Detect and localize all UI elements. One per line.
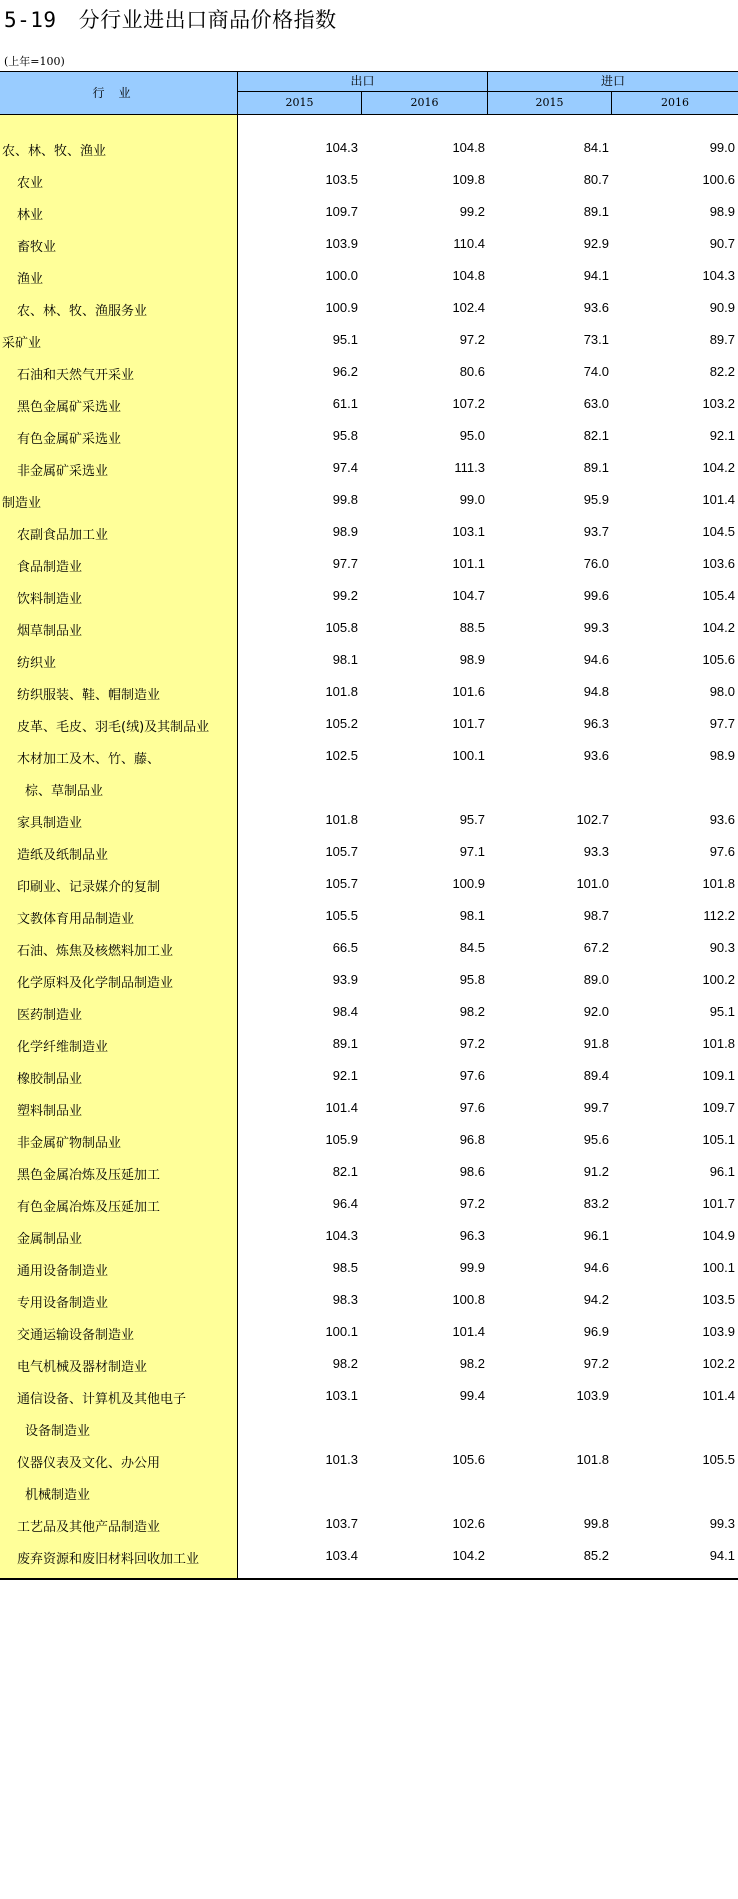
table-row bbox=[0, 998, 738, 1030]
import-2015-value: 85.2 bbox=[583, 1548, 609, 1563]
row-label: 石油和天然气开采业 bbox=[17, 368, 135, 383]
import-2015-value: 96.1 bbox=[583, 1228, 609, 1243]
export-2015-value: 98.4 bbox=[332, 1004, 358, 1019]
table-rows bbox=[0, 134, 738, 1574]
export-2016-value: 84.5 bbox=[459, 940, 485, 955]
export-2016-value: 100.9 bbox=[452, 876, 485, 891]
table-row bbox=[0, 1094, 738, 1126]
import-2016-value: 109.7 bbox=[702, 1100, 735, 1115]
import-2015-value: 94.6 bbox=[583, 1260, 609, 1275]
row-label: 专用设备制造业 bbox=[17, 1296, 109, 1311]
export-2015-value: 61.1 bbox=[332, 396, 358, 411]
header-import-year-2016: 2016 bbox=[661, 96, 689, 109]
import-2016-value: 105.5 bbox=[702, 1452, 735, 1467]
export-2015-value: 98.5 bbox=[332, 1260, 358, 1275]
import-2015-value: 97.2 bbox=[583, 1356, 609, 1371]
export-2015-value: 103.9 bbox=[325, 236, 358, 251]
export-2016-value: 100.8 bbox=[452, 1292, 485, 1307]
export-2015-value: 97.7 bbox=[332, 556, 358, 571]
row-label: 农、林、牧、渔业 bbox=[2, 144, 107, 159]
table-row bbox=[0, 934, 738, 966]
unit-note: (上年=100) bbox=[4, 55, 65, 68]
table-row bbox=[0, 582, 738, 614]
table-row bbox=[0, 614, 738, 646]
export-2015-value: 96.4 bbox=[332, 1196, 358, 1211]
export-2016-value: 95.0 bbox=[459, 428, 485, 443]
export-2016-value: 88.5 bbox=[459, 620, 485, 635]
header-export: 出口 bbox=[238, 72, 488, 92]
export-2015-value: 98.9 bbox=[332, 524, 358, 539]
import-2016-value: 105.4 bbox=[702, 588, 735, 603]
import-2016-value: 98.0 bbox=[709, 684, 735, 699]
export-2016-value: 98.2 bbox=[459, 1356, 485, 1371]
export-2015-value: 100.1 bbox=[325, 1324, 358, 1339]
row-label: 木材加工及木、竹、藤、 bbox=[17, 752, 161, 767]
import-2015-value: 102.7 bbox=[576, 812, 609, 827]
table-row bbox=[0, 902, 738, 934]
row-label: 工艺品及其他产品制造业 bbox=[17, 1520, 161, 1535]
export-2015-value: 104.3 bbox=[325, 140, 358, 155]
row-label: 纺织业 bbox=[17, 656, 57, 671]
row-label: 黑色金属矿采选业 bbox=[17, 400, 122, 415]
row-label: 饮料制造业 bbox=[17, 592, 83, 607]
import-2016-value: 101.7 bbox=[702, 1196, 735, 1211]
import-2016-value: 105.1 bbox=[702, 1132, 735, 1147]
export-2015-value: 99.8 bbox=[332, 492, 358, 507]
row-label: 造纸及纸制品业 bbox=[17, 848, 109, 863]
export-2016-value: 102.6 bbox=[452, 1516, 485, 1531]
export-2015-value: 103.7 bbox=[325, 1516, 358, 1531]
row-label: 制造业 bbox=[2, 496, 42, 511]
import-2015-value: 95.9 bbox=[583, 492, 609, 507]
row-label: 林业 bbox=[17, 208, 44, 223]
import-2016-value: 90.7 bbox=[709, 236, 735, 251]
row-label: 家具制造业 bbox=[17, 816, 83, 831]
import-2016-value: 98.9 bbox=[709, 204, 735, 219]
header-import: 进口 bbox=[488, 72, 738, 92]
export-2016-value: 97.6 bbox=[459, 1068, 485, 1083]
export-2016-value: 104.2 bbox=[452, 1548, 485, 1563]
import-2015-value: 83.2 bbox=[583, 1196, 609, 1211]
table-row bbox=[0, 646, 738, 678]
export-2015-value: 101.3 bbox=[325, 1452, 358, 1467]
table-row bbox=[0, 678, 738, 710]
table-row bbox=[0, 1286, 738, 1318]
export-2016-value: 98.1 bbox=[459, 908, 485, 923]
export-2016-value: 96.3 bbox=[459, 1228, 485, 1243]
import-2016-value: 103.6 bbox=[702, 556, 735, 571]
import-2015-value: 93.7 bbox=[583, 524, 609, 539]
import-2015-value: 96.9 bbox=[583, 1324, 609, 1339]
export-2015-value: 105.2 bbox=[325, 716, 358, 731]
row-label: 通用设备制造业 bbox=[17, 1264, 109, 1279]
row-label: 渔业 bbox=[17, 272, 44, 287]
table-row bbox=[0, 1158, 738, 1190]
export-2015-value: 95.1 bbox=[332, 332, 358, 347]
import-2015-value: 89.1 bbox=[583, 460, 609, 475]
export-2016-value: 101.6 bbox=[452, 684, 485, 699]
table-row bbox=[0, 1542, 738, 1574]
import-2015-value: 94.8 bbox=[583, 684, 609, 699]
export-2016-value: 97.2 bbox=[459, 1036, 485, 1051]
import-2016-value: 105.6 bbox=[702, 652, 735, 667]
import-2016-value: 104.3 bbox=[702, 268, 735, 283]
table-row bbox=[0, 1254, 738, 1286]
row-label: 采矿业 bbox=[2, 336, 42, 351]
table-row bbox=[0, 1126, 738, 1158]
row-label: 畜牧业 bbox=[17, 240, 57, 255]
import-2015-value: 101.0 bbox=[576, 876, 609, 891]
import-2015-value: 94.2 bbox=[583, 1292, 609, 1307]
export-2016-value: 99.0 bbox=[459, 492, 485, 507]
import-2016-value: 98.9 bbox=[709, 748, 735, 763]
row-label: 交通运输设备制造业 bbox=[17, 1328, 135, 1343]
export-2015-value: 104.3 bbox=[325, 1228, 358, 1243]
import-2016-value: 93.6 bbox=[709, 812, 735, 827]
import-2015-value: 94.1 bbox=[583, 268, 609, 283]
import-2015-value: 91.8 bbox=[583, 1036, 609, 1051]
import-2015-value: 89.1 bbox=[583, 204, 609, 219]
export-2015-value: 82.1 bbox=[332, 1164, 358, 1179]
import-2015-value: 92.0 bbox=[583, 1004, 609, 1019]
row-label: 设备制造业 bbox=[25, 1424, 91, 1439]
row-label: 塑料制品业 bbox=[17, 1104, 83, 1119]
export-2015-value: 99.2 bbox=[332, 588, 358, 603]
export-2015-value: 105.9 bbox=[325, 1132, 358, 1147]
export-2016-value: 97.6 bbox=[459, 1100, 485, 1115]
table-row bbox=[0, 326, 738, 358]
import-2015-value: 67.2 bbox=[583, 940, 609, 955]
table-row bbox=[0, 838, 738, 870]
import-2016-value: 99.0 bbox=[709, 140, 735, 155]
import-2015-value: 99.7 bbox=[583, 1100, 609, 1115]
table-row bbox=[0, 518, 738, 550]
header-industry: 行业 bbox=[0, 72, 238, 114]
export-2016-value: 99.4 bbox=[459, 1388, 485, 1403]
import-2015-value: 89.4 bbox=[583, 1068, 609, 1083]
export-2016-value: 107.2 bbox=[452, 396, 485, 411]
export-2016-value: 99.2 bbox=[459, 204, 485, 219]
export-2016-value: 101.1 bbox=[452, 556, 485, 571]
import-2015-value: 93.6 bbox=[583, 300, 609, 315]
header-export-year-2015: 2015 bbox=[238, 92, 362, 114]
import-2016-value: 94.1 bbox=[709, 1548, 735, 1563]
export-2016-value: 95.7 bbox=[459, 812, 485, 827]
export-2015-value: 66.5 bbox=[332, 940, 358, 955]
import-2015-value: 93.3 bbox=[583, 844, 609, 859]
row-label: 烟草制品业 bbox=[17, 624, 83, 639]
export-2015-value: 92.1 bbox=[332, 1068, 358, 1083]
table-row bbox=[0, 166, 738, 198]
row-label: 文教体育用品制造业 bbox=[17, 912, 135, 927]
row-label: 橡胶制品业 bbox=[17, 1072, 83, 1087]
table-body bbox=[0, 115, 738, 1580]
row-label: 皮革、毛皮、羽毛(绒)及其制品业 bbox=[17, 720, 210, 735]
row-label: 有色金属冶炼及压延加工 bbox=[17, 1200, 161, 1215]
row-label: 印刷业、记录媒介的复制 bbox=[17, 880, 161, 895]
export-2015-value: 103.5 bbox=[325, 172, 358, 187]
import-2016-value: 103.2 bbox=[702, 396, 735, 411]
export-2015-value: 101.4 bbox=[325, 1100, 358, 1115]
import-2016-value: 104.5 bbox=[702, 524, 735, 539]
import-2016-value: 104.9 bbox=[702, 1228, 735, 1243]
row-label: 有色金属矿采选业 bbox=[17, 432, 122, 447]
export-2015-value: 93.9 bbox=[332, 972, 358, 987]
table-row bbox=[0, 262, 738, 294]
export-2015-value: 98.2 bbox=[332, 1356, 358, 1371]
row-label: 通信设备、计算机及其他电子 bbox=[17, 1392, 187, 1407]
import-2016-value: 101.4 bbox=[702, 492, 735, 507]
export-2016-value: 109.8 bbox=[452, 172, 485, 187]
row-label: 医药制造业 bbox=[17, 1008, 83, 1023]
table-row bbox=[0, 454, 738, 486]
import-2015-value: 76.0 bbox=[583, 556, 609, 571]
import-2015-value: 73.1 bbox=[583, 332, 609, 347]
export-2015-value: 100.9 bbox=[325, 300, 358, 315]
import-2016-value: 112.2 bbox=[703, 908, 735, 923]
row-label: 电气机械及器材制造业 bbox=[17, 1360, 148, 1375]
table-row bbox=[0, 550, 738, 582]
import-2016-value: 82.2 bbox=[709, 364, 735, 379]
table-row bbox=[0, 294, 738, 326]
export-2016-value: 98.9 bbox=[459, 652, 485, 667]
import-2015-value: 99.8 bbox=[583, 1516, 609, 1531]
table-title: 分行业进出口商品价格指数 bbox=[78, 8, 337, 32]
export-2015-value: 98.3 bbox=[332, 1292, 358, 1307]
export-2016-value: 110.4 bbox=[453, 236, 485, 251]
import-2015-value: 99.3 bbox=[583, 620, 609, 635]
table-row bbox=[0, 1510, 738, 1542]
import-2016-value: 100.1 bbox=[702, 1260, 735, 1275]
import-2016-value: 97.6 bbox=[709, 844, 735, 859]
export-2016-value: 104.7 bbox=[452, 588, 485, 603]
export-2015-value: 100.0 bbox=[325, 268, 358, 283]
table-row bbox=[0, 1446, 738, 1478]
header-export-year-2016: 2016 bbox=[362, 92, 488, 114]
table-number: 5-19 bbox=[4, 8, 57, 32]
row-label: 黑色金属冶炼及压延加工 bbox=[17, 1168, 161, 1183]
export-2016-value: 98.6 bbox=[459, 1164, 485, 1179]
export-2016-value: 98.2 bbox=[459, 1004, 485, 1019]
import-2016-value: 101.8 bbox=[702, 1036, 735, 1051]
import-2015-value: 96.3 bbox=[583, 716, 609, 731]
page-title bbox=[4, 6, 337, 34]
table-row bbox=[0, 1318, 738, 1350]
import-2015-value: 92.9 bbox=[583, 236, 609, 251]
export-2016-value: 97.2 bbox=[459, 1196, 485, 1211]
table-row bbox=[0, 1414, 738, 1446]
export-2015-value: 105.7 bbox=[325, 844, 358, 859]
row-label: 废弃资源和废旧材料回收加工业 bbox=[17, 1552, 200, 1567]
import-2015-value: 91.2 bbox=[583, 1164, 609, 1179]
import-2016-value: 90.9 bbox=[709, 300, 735, 315]
table-row bbox=[0, 390, 738, 422]
table-row bbox=[0, 230, 738, 262]
import-2015-value: 99.6 bbox=[583, 588, 609, 603]
import-2016-value: 89.7 bbox=[709, 332, 735, 347]
table-row bbox=[0, 742, 738, 774]
import-2016-value: 109.1 bbox=[702, 1068, 735, 1083]
table-row bbox=[0, 1350, 738, 1382]
import-2016-value: 92.1 bbox=[709, 428, 735, 443]
table-row bbox=[0, 1062, 738, 1094]
export-2015-value: 89.1 bbox=[332, 1036, 358, 1051]
export-2015-value: 105.5 bbox=[325, 908, 358, 923]
export-2015-value: 103.1 bbox=[325, 1388, 358, 1403]
export-2016-value: 101.4 bbox=[452, 1324, 485, 1339]
row-label: 棕、草制品业 bbox=[25, 784, 104, 799]
table-row bbox=[0, 1222, 738, 1254]
export-2015-value: 95.8 bbox=[332, 428, 358, 443]
row-label: 金属制品业 bbox=[17, 1232, 83, 1247]
export-2015-value: 96.2 bbox=[332, 364, 358, 379]
price-index-table bbox=[0, 71, 738, 1580]
table-row bbox=[0, 1382, 738, 1414]
export-2015-value: 101.8 bbox=[325, 812, 358, 827]
table-header bbox=[0, 71, 738, 115]
export-2016-value: 104.8 bbox=[452, 268, 485, 283]
import-2015-value: 80.7 bbox=[583, 172, 609, 187]
export-2016-value: 96.8 bbox=[459, 1132, 485, 1147]
export-2016-value: 100.1 bbox=[452, 748, 485, 763]
export-2016-value: 99.9 bbox=[459, 1260, 485, 1275]
table-row bbox=[0, 422, 738, 454]
import-2015-value: 94.6 bbox=[583, 652, 609, 667]
import-2015-value: 63.0 bbox=[583, 396, 609, 411]
export-2016-value: 97.1 bbox=[459, 844, 485, 859]
row-label: 化学纤维制造业 bbox=[17, 1040, 109, 1055]
import-2016-value: 103.9 bbox=[702, 1324, 735, 1339]
import-2016-value: 104.2 bbox=[702, 620, 735, 635]
table-row bbox=[0, 710, 738, 742]
table-row bbox=[0, 358, 738, 390]
export-2015-value: 98.1 bbox=[332, 652, 358, 667]
import-2016-value: 90.3 bbox=[709, 940, 735, 955]
import-2015-value: 89.0 bbox=[583, 972, 609, 987]
import-2015-value: 103.9 bbox=[576, 1388, 609, 1403]
export-2016-value: 105.6 bbox=[452, 1452, 485, 1467]
export-2015-value: 105.8 bbox=[325, 620, 358, 635]
table-row bbox=[0, 1478, 738, 1510]
export-2015-value: 105.7 bbox=[325, 876, 358, 891]
export-2016-value: 111.3 bbox=[454, 460, 485, 475]
table-row bbox=[0, 486, 738, 518]
row-label: 农、林、牧、渔服务业 bbox=[17, 304, 148, 319]
table-row bbox=[0, 806, 738, 838]
import-2016-value: 104.2 bbox=[702, 460, 735, 475]
export-2016-value: 97.2 bbox=[459, 332, 485, 347]
export-2015-value: 103.4 bbox=[325, 1548, 358, 1563]
row-label: 机械制造业 bbox=[25, 1488, 91, 1503]
import-2015-value: 101.8 bbox=[576, 1452, 609, 1467]
row-label: 化学原料及化学制品制造业 bbox=[17, 976, 174, 991]
row-label: 农业 bbox=[17, 176, 44, 191]
import-2016-value: 103.5 bbox=[702, 1292, 735, 1307]
table-row bbox=[0, 1030, 738, 1062]
import-2015-value: 84.1 bbox=[583, 140, 609, 155]
row-label: 食品制造业 bbox=[17, 560, 83, 575]
import-2015-value: 82.1 bbox=[583, 428, 609, 443]
import-2016-value: 96.1 bbox=[709, 1164, 735, 1179]
export-2015-value: 101.8 bbox=[325, 684, 358, 699]
row-label: 仪器仪表及文化、办公用 bbox=[17, 1456, 161, 1471]
import-2016-value: 99.3 bbox=[709, 1516, 735, 1531]
table-row bbox=[0, 966, 738, 998]
import-2016-value: 97.7 bbox=[709, 716, 735, 731]
import-2016-value: 101.8 bbox=[702, 876, 735, 891]
export-2015-value: 97.4 bbox=[332, 460, 358, 475]
export-2015-value: 102.5 bbox=[325, 748, 358, 763]
import-2016-value: 95.1 bbox=[709, 1004, 735, 1019]
import-2015-value: 98.7 bbox=[583, 908, 609, 923]
export-2016-value: 80.6 bbox=[459, 364, 485, 379]
table-row bbox=[0, 1190, 738, 1222]
row-label: 非金属矿物制品业 bbox=[17, 1136, 122, 1151]
import-2016-value: 100.6 bbox=[702, 172, 735, 187]
export-2016-value: 102.4 bbox=[452, 300, 485, 315]
import-2015-value: 95.6 bbox=[583, 1132, 609, 1147]
table-row bbox=[0, 870, 738, 902]
export-2015-value: 109.7 bbox=[325, 204, 358, 219]
export-2016-value: 95.8 bbox=[459, 972, 485, 987]
row-label: 石油、炼焦及核燃料加工业 bbox=[17, 944, 174, 959]
header-import-year-2015: 2015 bbox=[488, 92, 612, 114]
table-row bbox=[0, 774, 738, 806]
table-row bbox=[0, 134, 738, 166]
table-row bbox=[0, 198, 738, 230]
export-2016-value: 103.1 bbox=[452, 524, 485, 539]
row-label: 农副食品加工业 bbox=[17, 528, 109, 543]
import-2016-value: 100.2 bbox=[702, 972, 735, 987]
row-label: 非金属矿采选业 bbox=[17, 464, 109, 479]
import-2016-value: 102.2 bbox=[702, 1356, 735, 1371]
export-2016-value: 104.8 bbox=[452, 140, 485, 155]
import-2015-value: 74.0 bbox=[583, 364, 609, 379]
import-2016-value: 101.4 bbox=[702, 1388, 735, 1403]
import-2015-value: 93.6 bbox=[583, 748, 609, 763]
export-2016-value: 101.7 bbox=[452, 716, 485, 731]
row-label: 纺织服装、鞋、帽制造业 bbox=[17, 688, 161, 703]
